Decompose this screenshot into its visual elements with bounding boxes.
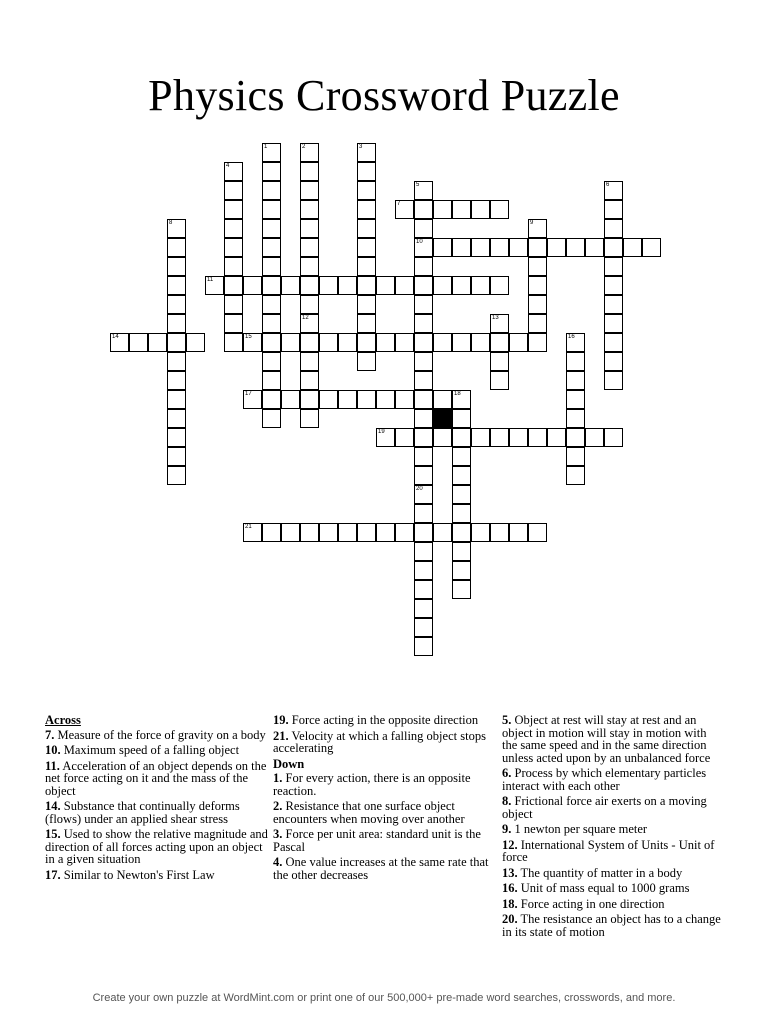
clue-across-17: 17. Similar to Newton's First Law xyxy=(45,867,215,882)
crossword-cell[interactable] xyxy=(300,523,319,542)
cell-number: 7 xyxy=(397,201,401,207)
crossword-cell[interactable] xyxy=(319,276,338,295)
crossword-cell[interactable] xyxy=(471,523,490,542)
clue-down-12: 12. International System of Units - Unit of force xyxy=(502,837,715,864)
crossword-cell[interactable] xyxy=(376,276,395,295)
crossword-cell[interactable] xyxy=(300,181,319,200)
crossword-cell[interactable] xyxy=(452,504,471,523)
crossword-cell[interactable] xyxy=(395,200,414,219)
footer-credit: Create your own puzzle at WordMint.com or print one of our 500,000+ pre-made word searches, crosswords, and more. xyxy=(92,992,676,1004)
crossword-cell[interactable] xyxy=(490,314,509,333)
clue-down-20: 20. The resistance an object has to a change in its state of motion xyxy=(502,912,721,939)
crossword-cell[interactable] xyxy=(395,333,414,352)
crossword-cell[interactable] xyxy=(452,333,471,352)
crossword-cell[interactable] xyxy=(167,276,186,295)
cell-number: 19 xyxy=(378,429,385,435)
cell-number: 10 xyxy=(416,239,423,245)
clue-down-5: 5. Object at rest will stay at rest and an object in motion will stay in motion with the same speed and in the same direction unless acted upon by an unbalanced force xyxy=(502,713,711,765)
crossword-cell[interactable] xyxy=(243,390,262,409)
crossword-cell[interactable] xyxy=(243,333,262,352)
cell-number: 13 xyxy=(492,315,499,321)
crossword-cell[interactable] xyxy=(243,523,262,542)
crossword-cell[interactable] xyxy=(585,238,604,257)
crossword-cell[interactable] xyxy=(129,333,148,352)
clue-across-14: 14. Substance that continually deforms (flows) under an applied shear stress xyxy=(45,799,240,826)
crossword-cell[interactable] xyxy=(414,599,433,618)
cell-number: 17 xyxy=(245,391,252,397)
cell-number: 4 xyxy=(226,163,230,169)
crossword-cell[interactable] xyxy=(262,371,281,390)
crossword-cell[interactable] xyxy=(338,523,357,542)
crossword-cell[interactable] xyxy=(490,523,509,542)
crossword-cell[interactable] xyxy=(300,257,319,276)
crossword-cell[interactable] xyxy=(224,181,243,200)
crossword-cell[interactable] xyxy=(433,428,452,447)
crossword-cell[interactable] xyxy=(281,276,300,295)
crossword-cell[interactable] xyxy=(338,276,357,295)
crossword-cell[interactable] xyxy=(414,580,433,599)
crossword-cell[interactable] xyxy=(414,333,433,352)
crossword-cell[interactable] xyxy=(357,333,376,352)
crossword-cell[interactable] xyxy=(433,390,452,409)
down-header: Down xyxy=(273,756,305,771)
crossword-cell[interactable] xyxy=(262,333,281,352)
crossword-cell[interactable] xyxy=(433,200,452,219)
crossword-cell[interactable] xyxy=(167,314,186,333)
crossword-cell[interactable] xyxy=(262,523,281,542)
crossword-cell[interactable] xyxy=(604,352,623,371)
crossword-cell[interactable] xyxy=(414,523,433,542)
crossword-cell[interactable] xyxy=(604,314,623,333)
crossword-cell[interactable] xyxy=(376,333,395,352)
clue-across-7: 7. Measure of the force of gravity on a body xyxy=(45,727,266,742)
cell-number: 2 xyxy=(302,144,306,150)
crossword-cell[interactable] xyxy=(566,352,585,371)
crossword-cell[interactable] xyxy=(148,333,167,352)
crossword-cell[interactable] xyxy=(528,523,547,542)
crossword-cell[interactable] xyxy=(167,238,186,257)
crossword-cell[interactable] xyxy=(471,333,490,352)
clue-down-8: 8. Frictional force air exerts on a moving object xyxy=(502,794,707,821)
crossword-cell[interactable] xyxy=(167,466,186,485)
crossword-cell[interactable] xyxy=(414,428,433,447)
cell-number: 11 xyxy=(207,277,214,283)
cell-number: 12 xyxy=(302,315,309,321)
crossword-cell[interactable] xyxy=(262,181,281,200)
crossword-cell[interactable] xyxy=(224,295,243,314)
crossword-cell[interactable] xyxy=(528,333,547,352)
crossword-cell[interactable] xyxy=(262,352,281,371)
crossword-cell[interactable] xyxy=(186,333,205,352)
crossword-cell[interactable] xyxy=(414,276,433,295)
crossword-cell[interactable] xyxy=(167,352,186,371)
crossword-cell[interactable] xyxy=(414,238,433,257)
cell-number: 20 xyxy=(416,486,423,492)
crossword-cell[interactable] xyxy=(300,352,319,371)
crossword-cell[interactable] xyxy=(509,238,528,257)
clue-down-6: 6. Process by which elementary particles interact with each other xyxy=(502,766,707,793)
crossword-cell[interactable] xyxy=(376,523,395,542)
crossword-cell[interactable] xyxy=(414,352,433,371)
crossword-cell[interactable] xyxy=(547,238,566,257)
crossword-cell[interactable] xyxy=(433,523,452,542)
crossword-cell[interactable] xyxy=(566,238,585,257)
crossword-cell[interactable] xyxy=(604,257,623,276)
crossword-cell[interactable] xyxy=(262,238,281,257)
crossword-cell[interactable] xyxy=(566,466,585,485)
crossword-cell[interactable] xyxy=(414,618,433,637)
crossword-cell[interactable] xyxy=(414,447,433,466)
crossword-cell[interactable] xyxy=(604,200,623,219)
crossword-cell[interactable] xyxy=(319,390,338,409)
crossword-cell[interactable] xyxy=(414,561,433,580)
clue-across-11: 11. Acceleration of an object depends on the net force acting on it and the mass of the object xyxy=(45,758,267,798)
crossword-cell[interactable] xyxy=(357,295,376,314)
crossword-cell[interactable] xyxy=(167,409,186,428)
crossword-cell[interactable] xyxy=(604,219,623,238)
clue-across-10: 10. Maximum speed of a falling object xyxy=(45,743,240,757)
crossword-cell[interactable] xyxy=(604,276,623,295)
crossword-cell[interactable] xyxy=(414,371,433,390)
crossword-cell[interactable] xyxy=(357,162,376,181)
crossword-cell[interactable] xyxy=(110,333,129,352)
crossword-cell[interactable] xyxy=(566,390,585,409)
clue-down-18: 18. Force acting in one direction xyxy=(502,896,665,911)
crossword-cell[interactable] xyxy=(414,637,433,656)
cell-number: 15 xyxy=(245,334,252,340)
crossword-cell[interactable] xyxy=(224,333,243,352)
clue-down-2: 2. Resistance that one surface object encounters when moving over another xyxy=(273,799,465,826)
crossword-cell[interactable] xyxy=(300,390,319,409)
crossword-cell[interactable] xyxy=(395,523,414,542)
clue-down-16: 16. Unit of mass equal to 1000 grams xyxy=(502,881,690,895)
cell-number: 8 xyxy=(169,220,173,226)
crossword-cell[interactable] xyxy=(300,295,319,314)
crossword-cell[interactable] xyxy=(357,238,376,257)
crossword-cell[interactable] xyxy=(566,428,585,447)
crossword-cell[interactable] xyxy=(471,428,490,447)
crossword-cell[interactable] xyxy=(471,238,490,257)
crossword-cell[interactable] xyxy=(319,333,338,352)
crossword-cell[interactable] xyxy=(243,276,262,295)
clues-column-2 xyxy=(273,714,493,884)
crossword-cell[interactable] xyxy=(528,257,547,276)
crossword-cell[interactable] xyxy=(414,542,433,561)
crossword-cell[interactable] xyxy=(167,295,186,314)
cell-number: 1 xyxy=(264,144,268,150)
crossword-cell[interactable] xyxy=(528,295,547,314)
crossword-cell[interactable] xyxy=(471,200,490,219)
crossword-cell[interactable] xyxy=(604,333,623,352)
clue-down-13: 13. The quantity of matter in a body xyxy=(502,865,683,880)
clue-down-4: 4. One value increases at the same rate that the other decreases xyxy=(273,855,489,882)
cell-number: 9 xyxy=(530,220,534,226)
crossword-cell[interactable] xyxy=(300,200,319,219)
cell-number: 21 xyxy=(245,524,252,530)
clues-column-1 xyxy=(45,714,270,884)
crossword-cell[interactable] xyxy=(414,295,433,314)
crossword-cell[interactable] xyxy=(414,314,433,333)
crossword-cell[interactable] xyxy=(281,390,300,409)
crossword-cell[interactable] xyxy=(357,181,376,200)
crossword-cell[interactable] xyxy=(357,390,376,409)
crossword-cell[interactable] xyxy=(604,295,623,314)
crossword-cell[interactable] xyxy=(604,238,623,257)
crossword-cell[interactable] xyxy=(509,523,528,542)
crossword-cell[interactable] xyxy=(281,333,300,352)
crossword-cell[interactable] xyxy=(452,485,471,504)
crossword-cell[interactable] xyxy=(528,428,547,447)
crossword-cell[interactable] xyxy=(490,276,509,295)
crossword-cell[interactable] xyxy=(604,371,623,390)
crossword-cell[interactable] xyxy=(357,523,376,542)
cell-number: 3 xyxy=(359,144,363,150)
crossword-cell[interactable] xyxy=(604,181,623,200)
crossword-cell[interactable] xyxy=(566,371,585,390)
crossword-cell[interactable] xyxy=(433,238,452,257)
crossword-cell[interactable] xyxy=(414,181,433,200)
crossword-cell[interactable] xyxy=(357,143,376,162)
cell-number: 5 xyxy=(416,182,420,188)
crossword-cell[interactable] xyxy=(224,238,243,257)
crossword-cell[interactable] xyxy=(490,238,509,257)
crossword-cell[interactable] xyxy=(623,238,642,257)
crossword-cell[interactable] xyxy=(414,257,433,276)
cell-number: 18 xyxy=(454,391,461,397)
crossword-cell[interactable] xyxy=(167,371,186,390)
crossword-cell[interactable] xyxy=(262,143,281,162)
crossword-cell[interactable] xyxy=(414,200,433,219)
crossword-cell[interactable] xyxy=(300,333,319,352)
crossword-cell[interactable] xyxy=(262,409,281,428)
crossword-cell[interactable] xyxy=(300,162,319,181)
crossword-cell[interactable] xyxy=(395,390,414,409)
crossword-cell[interactable] xyxy=(452,561,471,580)
clue-down-1: 1. For every action, there is an opposite reaction. xyxy=(273,771,471,798)
crossword-cell[interactable] xyxy=(566,409,585,428)
crossword-cell[interactable] xyxy=(167,333,186,352)
crossword-cell[interactable] xyxy=(167,390,186,409)
crossword-cell[interactable] xyxy=(395,276,414,295)
crossword-cell[interactable] xyxy=(300,314,319,333)
crossword-cell[interactable] xyxy=(300,219,319,238)
crossword-cell[interactable] xyxy=(452,542,471,561)
crossword-cell[interactable] xyxy=(300,371,319,390)
crossword-cell[interactable] xyxy=(452,200,471,219)
crossword-cell[interactable] xyxy=(452,276,471,295)
page-title: Physics Crossword Puzzle xyxy=(148,71,620,120)
crossword-cell[interactable] xyxy=(262,295,281,314)
crossword-cell[interactable] xyxy=(357,314,376,333)
crossword-cell[interactable] xyxy=(471,276,490,295)
crossword-cell[interactable] xyxy=(262,257,281,276)
clue-down-9: 9. 1 newton per square meter xyxy=(502,822,648,836)
crossword-cell[interactable] xyxy=(395,428,414,447)
crossword-cell[interactable] xyxy=(224,200,243,219)
crossword-cell[interactable] xyxy=(357,352,376,371)
crossword-cell[interactable] xyxy=(414,390,433,409)
crossword-cell[interactable] xyxy=(262,219,281,238)
crossword-cell[interactable] xyxy=(357,276,376,295)
crossword-cell[interactable] xyxy=(357,200,376,219)
clue-across-19: 19. Force acting in the opposite direction xyxy=(273,713,479,727)
crossword-cell[interactable] xyxy=(452,238,471,257)
crossword-cell[interactable] xyxy=(528,219,547,238)
crossword-cell[interactable] xyxy=(528,314,547,333)
cell-number: 16 xyxy=(568,334,575,340)
crossword-cell[interactable] xyxy=(566,447,585,466)
crossword-cell[interactable] xyxy=(433,276,452,295)
crossword-cell[interactable] xyxy=(300,276,319,295)
crossword-cell[interactable] xyxy=(224,219,243,238)
crossword-cell[interactable] xyxy=(414,409,433,428)
crossword-cell[interactable] xyxy=(262,390,281,409)
crossword-cell[interactable] xyxy=(167,219,186,238)
clue-down-3: 3. Force per unit area: standard unit is the Pascal xyxy=(273,827,481,854)
crossword-cell[interactable] xyxy=(319,523,338,542)
crossword-cell[interactable] xyxy=(224,314,243,333)
clues-column-3 xyxy=(502,714,724,941)
clue-across-21: 21. Velocity at which a falling object stops accelerating xyxy=(273,728,486,755)
crossword-cell[interactable] xyxy=(490,428,509,447)
crossword-cell[interactable] xyxy=(357,257,376,276)
crossword-cell[interactable] xyxy=(452,466,471,485)
crossword-cell[interactable] xyxy=(414,485,433,504)
crossword-cell[interactable] xyxy=(338,390,357,409)
crossword-cell[interactable] xyxy=(300,238,319,257)
crossword-cell[interactable] xyxy=(490,371,509,390)
crossword-cell[interactable] xyxy=(642,238,661,257)
crossword-cell[interactable] xyxy=(338,333,357,352)
crossword-cell[interactable] xyxy=(566,333,585,352)
crossword-cell[interactable] xyxy=(414,466,433,485)
across-header: Across xyxy=(45,713,81,727)
cell-number: 14 xyxy=(112,334,119,340)
crossword-cell[interactable] xyxy=(262,200,281,219)
crossword-cell[interactable] xyxy=(414,219,433,238)
crossword-cell[interactable] xyxy=(452,523,471,542)
crossword-block xyxy=(433,409,452,428)
crossword-cell[interactable] xyxy=(585,428,604,447)
crossword-cell[interactable] xyxy=(604,428,623,447)
crossword-cell[interactable] xyxy=(281,523,300,542)
crossword-cell[interactable] xyxy=(300,409,319,428)
crossword-cell[interactable] xyxy=(262,276,281,295)
crossword-cell[interactable] xyxy=(300,143,319,162)
crossword-cell[interactable] xyxy=(376,428,395,447)
crossword-cell[interactable] xyxy=(167,447,186,466)
crossword-cell[interactable] xyxy=(490,200,509,219)
crossword-cell[interactable] xyxy=(433,333,452,352)
crossword-cell[interactable] xyxy=(452,428,471,447)
crossword-cell[interactable] xyxy=(528,276,547,295)
crossword-cell[interactable] xyxy=(205,276,224,295)
crossword-cell[interactable] xyxy=(224,276,243,295)
crossword-cell[interactable] xyxy=(262,162,281,181)
crossword-cell[interactable] xyxy=(509,428,528,447)
crossword-cell[interactable] xyxy=(167,257,186,276)
crossword-cell[interactable] xyxy=(224,257,243,276)
crossword-cell[interactable] xyxy=(547,428,566,447)
crossword-cell[interactable] xyxy=(224,162,243,181)
crossword-cell[interactable] xyxy=(262,314,281,333)
crossword-cell[interactable] xyxy=(167,428,186,447)
crossword-cell[interactable] xyxy=(490,352,509,371)
crossword-cell[interactable] xyxy=(528,238,547,257)
crossword-cell[interactable] xyxy=(452,580,471,599)
crossword-cell[interactable] xyxy=(376,390,395,409)
crossword-cell[interactable] xyxy=(452,409,471,428)
crossword-cell[interactable] xyxy=(452,447,471,466)
crossword-cell[interactable] xyxy=(414,504,433,523)
crossword-cell[interactable] xyxy=(490,333,509,352)
crossword-cell[interactable] xyxy=(357,219,376,238)
clue-across-15: 15. Used to show the relative magnitude and direction of all forces acting upon an object in a given situation xyxy=(45,827,268,866)
crossword-cell[interactable] xyxy=(509,333,528,352)
cell-number: 6 xyxy=(606,182,610,188)
crossword-cell[interactable] xyxy=(452,390,471,409)
